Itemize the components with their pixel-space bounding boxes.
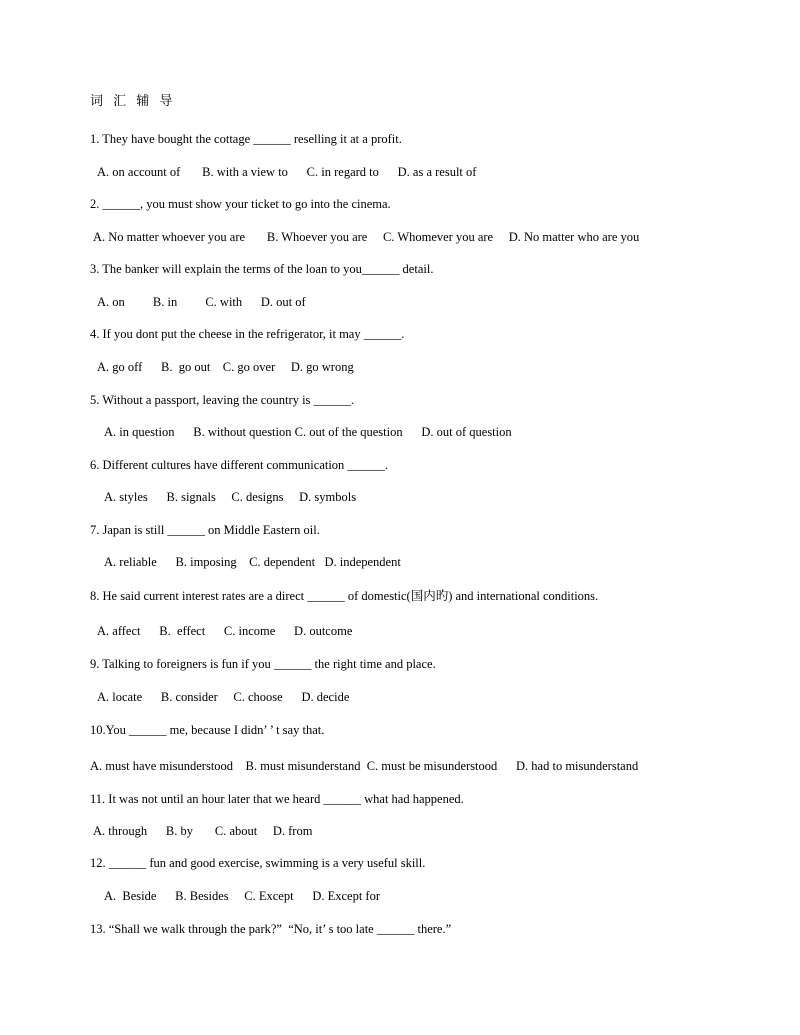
question-3-stem: 3. The banker will explain the terms of the loan to you______ detail. [90, 262, 434, 276]
question-2-stem: 2. ______, you must show your ticket to go into the cinema. [90, 197, 391, 211]
question-13-stem: 13. “Shall we walk through the park?” “No, it’ s too late ______ there.” [90, 922, 452, 936]
question-1-options: A. on account of B. with a view to C. in regard to D. as a result of [97, 165, 477, 179]
question-9-stem: 9. Talking to foreigners is fun if you ______ the right time and place. [90, 657, 436, 671]
question-6-stem: 6. Different cultures have different communication ______. [90, 458, 389, 472]
question-7-stem: 7. Japan is still ______ on Middle Eastern oil. [90, 523, 320, 537]
question-12-stem: 12. ______ fun and good exercise, swimming is a very useful skill. [90, 856, 426, 870]
question-9-options: A. locate B. consider C. choose D. decide [97, 690, 350, 704]
question-1-stem: 1. They have bought the cottage ______ reselling it at a profit. [90, 132, 402, 146]
question-10-stem: 10.You ______ me, because I didn’ ’ t say that. [90, 723, 325, 737]
question-4-options: A. go off B. go out C. go over D. go wrong [97, 360, 354, 374]
question-6-options: A. styles B. signals C. designs D. symbols [104, 490, 357, 504]
question-8-options: A. affect B. effect C. income D. outcome [97, 624, 353, 638]
question-3-options: A. on B. in C. with D. out of [97, 295, 306, 309]
question-12-options: A. Beside B. Besides C. Except D. Except for [104, 889, 380, 903]
question-11-options: A. through B. by C. about D. from [93, 824, 313, 838]
question-5-stem: 5. Without a passport, leaving the country is ______. [90, 393, 355, 407]
question-8-stem: 8. He said current interest rates are a direct ______ of domestic(国内旳) and international conditions. [90, 589, 599, 603]
question-11-stem: 11. It was not until an hour later that we heard ______ what had happened. [90, 792, 464, 806]
question-5-options: A. in question B. without question C. out of the question D. out of question [104, 425, 512, 439]
question-2-options: A. No matter whoever you are B. Whoever you are C. Whomever you are D. No matter who are you [93, 230, 640, 244]
question-4-stem: 4. If you dont put the cheese in the refrigerator, it may ______. [90, 327, 405, 341]
question-7-options: A. reliable B. imposing C. dependent D. independent [104, 555, 401, 569]
page-heading: 词 汇 辅 导 [90, 94, 176, 109]
question-10-options: A. must have misunderstood B. must misunderstand C. must be misunderstood D. had to misunderstand [90, 759, 639, 773]
